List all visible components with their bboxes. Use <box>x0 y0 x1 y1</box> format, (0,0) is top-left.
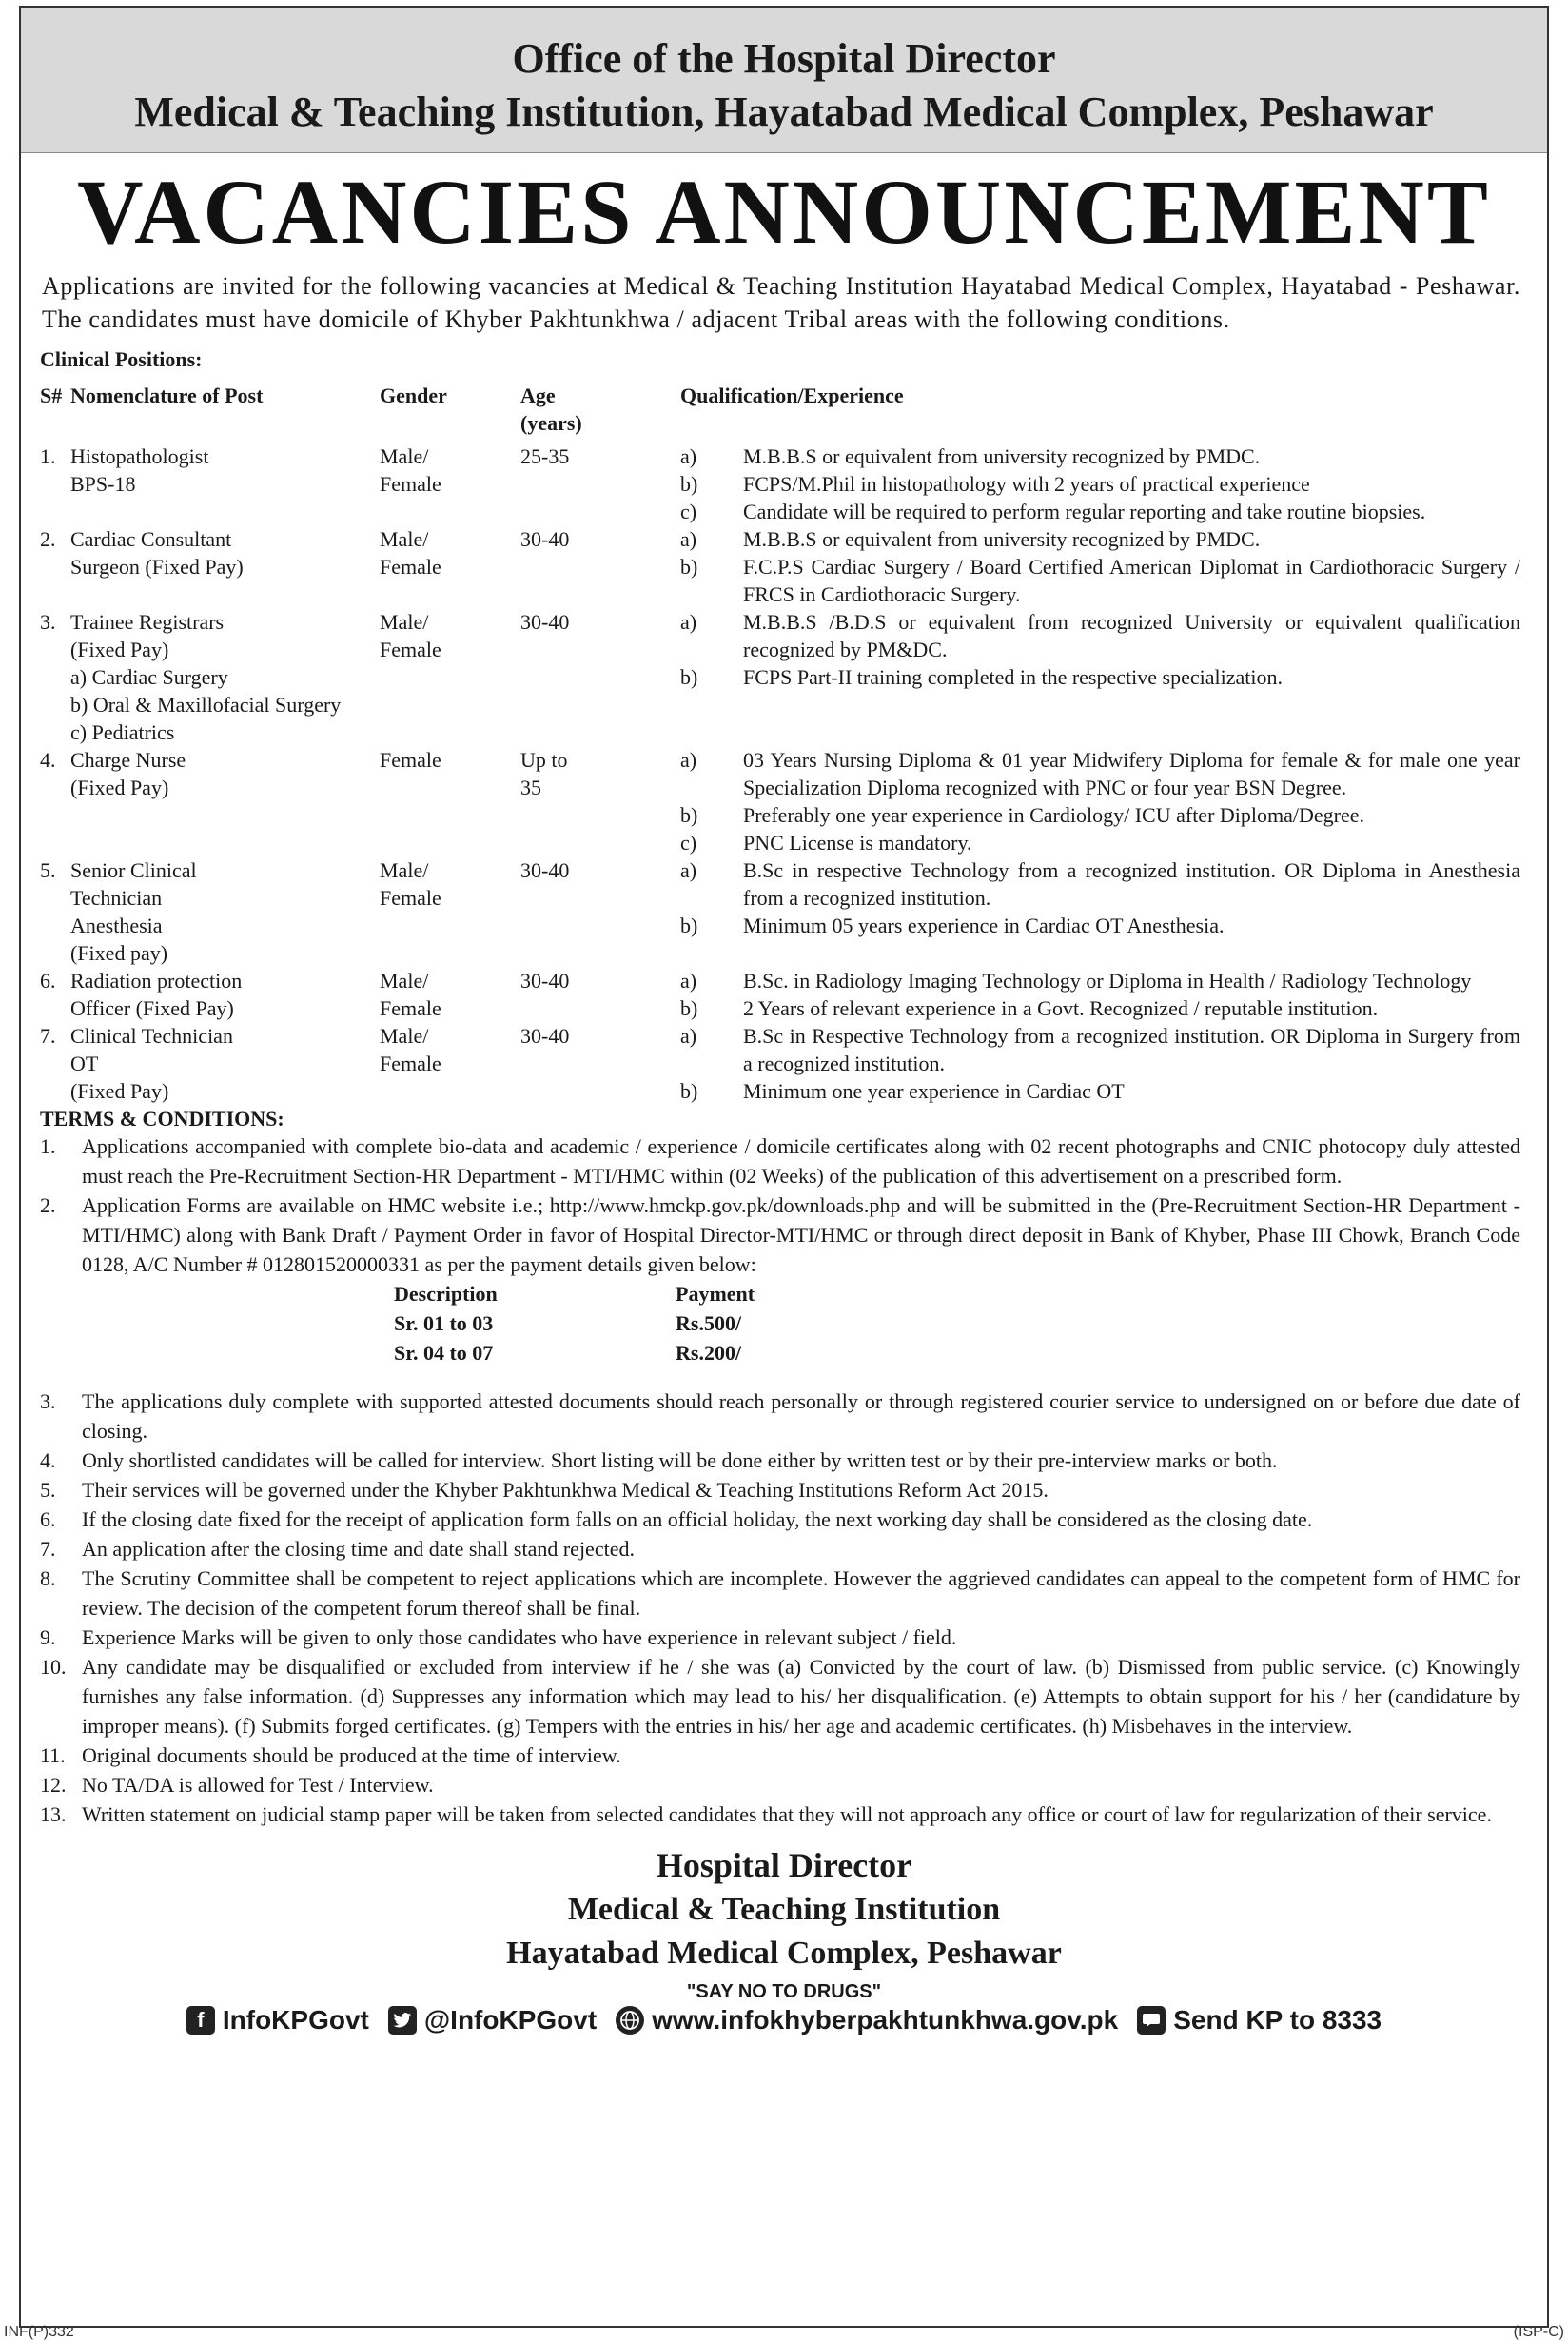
position-number: 7. <box>40 1024 56 1048</box>
positions-table-header <box>21 372 1547 443</box>
qualification-letter: b) <box>680 555 698 579</box>
term-text: Only shortlisted candidates will be called for interview. Short listing will be done either by written test or by their pre-interview marks or both. <box>82 1448 1278 1472</box>
term-text: Original documents should be produced at the time of interview. <box>82 1743 621 1767</box>
qualification-item <box>680 967 1520 994</box>
ad-code-left: INF(P)332 <box>4 2324 74 2340</box>
qualification-item <box>680 498 1520 525</box>
sms-text: Send KP to 8333 <box>1173 2005 1382 2035</box>
position-title-line: (Fixed Pay) <box>70 776 169 799</box>
term-number: 11. <box>40 1743 66 1767</box>
position-gender <box>380 1022 520 1105</box>
header-age-line1: Age <box>520 384 556 407</box>
position-age <box>520 967 680 1022</box>
position-row <box>21 525 1547 608</box>
ad-code-right: (ISP-C) <box>1513 2324 1564 2340</box>
term-text: The applications duly complete with supported attested documents should reach personally or through registered courier service to undersigned on or before due date of closing. <box>82 1389 1520 1443</box>
position-title-line: Charge Nurse <box>70 748 186 772</box>
header-sn: S# <box>40 384 63 407</box>
position-title-line: Histopathologist <box>70 444 209 468</box>
position-title-line: Technician <box>70 886 163 910</box>
intro-paragraph: Applications are invited for the following vacancies at Medical & Teaching Institution Hayatabad Medical Complex, Hayatabad - Peshawar. The candidates must have domicile of Khyber Pakhtunkhwa / adjacent Tribal areas with the following conditions. <box>42 272 1520 333</box>
website-link[interactable] <box>616 2005 1118 2036</box>
facebook-icon: f <box>186 2006 215 2035</box>
header-age <box>520 382 680 437</box>
qualification-text: Minimum 05 years experience in Cardiac OT Anesthesia. <box>743 914 1225 937</box>
header-post: Nomenclature of Post <box>70 384 264 407</box>
position-title-line: (Fixed pay) <box>70 941 168 965</box>
header-gender: Gender <box>380 384 447 407</box>
position-qualifications <box>680 443 1547 525</box>
qualification-text: PNC License is mandatory. <box>743 831 972 855</box>
payment-table <box>394 1279 1547 1367</box>
term-item <box>21 1623 1547 1652</box>
signature-block <box>21 1842 1547 1976</box>
position-number: 5. <box>40 858 56 882</box>
position-gender-line: Male/ <box>380 444 429 468</box>
position-title-line: Radiation protection <box>70 969 243 993</box>
signatory-institution: Medical & Teaching Institution <box>567 1892 1001 1927</box>
position-title <box>70 1022 380 1105</box>
payment-row-description: Sr. 01 to 03 <box>394 1311 494 1335</box>
qualification-item <box>680 443 1520 470</box>
position-title-line: Clinical Technician <box>70 1024 233 1048</box>
qualification-item <box>680 829 1520 856</box>
facebook-link[interactable] <box>186 2005 369 2036</box>
facebook-handle: InfoKPGovt <box>222 2005 369 2035</box>
position-age-line: 30-40 <box>520 527 570 551</box>
position-qualifications <box>680 967 1547 1022</box>
position-age-line: 30-40 <box>520 858 570 882</box>
term-number: 5. <box>40 1478 56 1502</box>
position-title-line: b) Oral & Maxillofacial Surgery <box>70 693 342 717</box>
term-text: Applications accompanied with complete bio-data and academic / experience / domicile certificates along with 02 recent photographs and CNIC photocopy duly attested must reach the Pre-Recruitment Section-HR Department - MTI/HMC within (02 Weeks) of the publication of this advertisement on a prescribed form. <box>82 1134 1520 1188</box>
payment-row-amount: Rs.200/ <box>676 1341 742 1365</box>
terms-title: TERMS & CONDITIONS: <box>40 1107 284 1131</box>
qualification-text: F.C.P.S Cardiac Surgery / Board Certified American Diplomat in Cardiothoracic Surgery / FRCS in Cardiothoracic Surgery. <box>743 555 1520 606</box>
qualification-text: FCPS/M.Phil in histopathology with 2 years of practical experience <box>743 472 1310 496</box>
signatory-title: Hospital Director <box>656 1846 912 1884</box>
position-age-line: 35 <box>520 776 541 799</box>
qualification-item <box>680 1022 1520 1077</box>
term-item <box>21 1564 1547 1623</box>
qualification-text: B.Sc in Respective Technology from a recognized institution. OR Diploma in Surgery from a recognized institution. <box>743 1024 1520 1075</box>
term-text: Their services will be governed under the Khyber Pakhtunkhwa Medical & Teaching Institutions Reform Act 2015. <box>82 1478 1049 1502</box>
position-title-line: BPS-18 <box>70 472 136 496</box>
term-text: Any candidate may be disqualified or excluded from interview if he / she was (a) Convicted by the court of law. (b) Dismissed from public service. (c) Knowingly furnishes any false information. (d) Suppresses any information which may lead to his/ her disqualification. (e) Attempts to obtain support for his / her (candidature by improper means). (f) Submits forged certificates. (g) Tempers with the entries in his/ her age and academic certificates. (h) Misbehaves in the interview. <box>82 1655 1520 1738</box>
position-age-line: 30-40 <box>520 969 570 993</box>
payment-row-amount: Rs.500/ <box>676 1311 742 1335</box>
position-age <box>520 525 680 608</box>
sms-link[interactable] <box>1137 2005 1382 2036</box>
position-gender <box>380 746 520 856</box>
position-title-line: (Fixed Pay) <box>70 1079 169 1103</box>
position-title <box>70 746 380 856</box>
term-text: If the closing date fixed for the receipt of application form falls on an official holiday, the next working day shall be considered as the closing date. <box>82 1507 1313 1531</box>
qualification-item <box>680 746 1520 801</box>
position-age-line: 30-40 <box>520 610 570 634</box>
position-title-line: Officer (Fixed Pay) <box>70 996 234 1020</box>
term-number: 4. <box>40 1448 56 1472</box>
position-gender <box>380 608 520 746</box>
social-bar <box>21 2005 1547 2036</box>
position-title-line: Senior Clinical <box>70 858 197 882</box>
term-text: Experience Marks will be given to only those candidates who have experience in relevant subject / field. <box>82 1625 957 1649</box>
position-title-line: Cardiac Consultant <box>70 527 232 551</box>
position-title-line: Anesthesia <box>70 914 163 937</box>
position-title-line: Surgeon (Fixed Pay) <box>70 555 244 579</box>
qualification-item <box>680 470 1520 498</box>
position-gender <box>380 967 520 1022</box>
position-age-line: 30-40 <box>520 1024 570 1048</box>
term-number: 1. <box>40 1134 56 1158</box>
qualification-text: FCPS Part-II training completed in the respective specialization. <box>743 665 1283 689</box>
qualification-letter: a) <box>680 969 697 993</box>
qualification-letter: b) <box>680 1079 698 1103</box>
position-gender-line: Male/ <box>380 610 429 634</box>
qualification-letter: b) <box>680 803 698 827</box>
twitter-handle: @InfoKPGovt <box>423 2005 598 2035</box>
term-number: 10. <box>40 1655 67 1679</box>
qualification-text: Preferably one year experience in Cardiology/ ICU after Diploma/Degree. <box>743 803 1365 827</box>
terms-list-part2 <box>21 1387 1547 1829</box>
position-number: 3. <box>40 610 56 634</box>
positions-table-body <box>21 443 1547 1105</box>
term-item <box>21 1770 1547 1800</box>
position-title <box>70 443 380 525</box>
position-age-line: 25-35 <box>520 444 570 468</box>
qualification-text: 03 Years Nursing Diploma & 01 year Midwifery Diploma for female & for male one year Specialization Diploma recognized with PNC or four year BSN Degree. <box>743 748 1520 799</box>
payment-table-header <box>394 1279 1547 1308</box>
position-title <box>70 608 380 746</box>
qualification-item <box>680 525 1520 553</box>
position-qualifications <box>680 608 1547 746</box>
position-gender <box>380 856 520 967</box>
term-text: Application Forms are available on HMC website i.e.; http://www.hmckp.gov.pk/downloads.php and will be submitted in the (Pre-Recruitment Section-HR Department - MTI/HMC) along with Bank Draft / Payment Order in favor of Hospital Director-MTI/HMC or through direct deposit in Bank of Khyber, Phase III Chowk, Branch Code 0128, A/C Number # 012801520000331 as per the payment details given below: <box>82 1193 1520 1276</box>
term-item <box>21 1741 1547 1770</box>
term-item <box>21 1131 1547 1190</box>
qualification-letter: a) <box>680 748 697 772</box>
term-number: 12. <box>40 1773 67 1797</box>
qualification-text: Candidate will be required to perform regular reporting and take routine biopsies. <box>743 500 1426 523</box>
position-title <box>70 856 380 967</box>
term-number: 6. <box>40 1507 56 1531</box>
anti-drug-slogan: "SAY NO TO DRUGS" <box>686 1981 882 2002</box>
position-gender-line: Female <box>380 886 441 910</box>
twitter-link[interactable] <box>388 2005 597 2036</box>
position-age <box>520 443 680 525</box>
position-qualifications <box>680 525 1547 608</box>
qualification-text: B.Sc. in Radiology Imaging Technology or Diploma in Health / Radiology Technology <box>743 969 1472 993</box>
twitter-icon <box>388 2006 417 2035</box>
qualification-item <box>680 663 1520 691</box>
header-qualification: Qualification/Experience <box>680 384 904 407</box>
office-title: Office of the Hospital Director <box>512 35 1056 82</box>
position-number: 2. <box>40 527 56 551</box>
term-text: No TA/DA is allowed for Test / Interview. <box>82 1773 434 1797</box>
position-age <box>520 856 680 967</box>
institution-title: Medical & Teaching Institution, Hayatabad Medical Complex, Peshawar <box>134 89 1434 135</box>
position-gender-line: Male/ <box>380 1024 429 1048</box>
qualification-letter: c) <box>680 500 697 523</box>
term-text: Written statement on judicial stamp paper will be taken from selected candidates that they will not approach any office or court of law for regularization of their service. <box>82 1802 1492 1826</box>
terms-list-part1 <box>21 1131 1547 1279</box>
position-age <box>520 608 680 746</box>
term-number: 2. <box>40 1193 56 1217</box>
position-row <box>21 1022 1547 1105</box>
term-item <box>21 1505 1547 1534</box>
payment-row <box>394 1338 1547 1367</box>
position-title <box>70 525 380 608</box>
position-qualifications <box>680 1022 1547 1105</box>
globe-icon <box>616 2006 644 2035</box>
qualification-item <box>680 608 1520 663</box>
qualification-item <box>680 994 1520 1022</box>
position-row <box>21 608 1547 746</box>
term-number: 9. <box>40 1625 56 1649</box>
qualification-letter: a) <box>680 527 697 551</box>
payment-row-description: Sr. 04 to 07 <box>394 1341 494 1365</box>
position-gender-line: Male/ <box>380 858 429 882</box>
term-number: 3. <box>40 1389 56 1413</box>
position-gender-line: Female <box>380 748 441 772</box>
advertisement-page <box>19 6 1549 2328</box>
position-gender-line: Female <box>380 555 441 579</box>
position-gender <box>380 443 520 525</box>
qualification-text: M.B.B.S or equivalent from university recognized by PMDC. <box>743 527 1261 551</box>
position-title-line: (Fixed Pay) <box>70 638 169 661</box>
qualification-letter: a) <box>680 858 697 882</box>
term-item <box>21 1652 1547 1741</box>
position-gender-line: Female <box>380 996 441 1020</box>
website-url: www.infokhyberpakhtunkhwa.gov.pk <box>652 2005 1119 2035</box>
signatory-complex: Hayatabad Medical Complex, Peshawar <box>506 1936 1062 1971</box>
position-title-line: OT <box>70 1052 99 1075</box>
qualification-letter: b) <box>680 996 698 1020</box>
position-number: 6. <box>40 969 56 993</box>
qualification-text: M.B.B.S or equivalent from university recognized by PMDC. <box>743 444 1261 468</box>
position-row <box>21 746 1547 856</box>
header-age-line2: (years) <box>520 411 582 435</box>
position-title-line: a) Cardiac Surgery <box>70 665 228 689</box>
position-gender-line: Male/ <box>380 969 429 993</box>
qualification-text: B.Sc in respective Technology from a recognized institution. OR Diploma in Anesthesia from a recognized institution. <box>743 858 1520 910</box>
term-text: The Scrutiny Committee shall be competent to reject applications which are incomplete. However the aggrieved candidates can appeal to the competent form of HMC for review. The decision of the competent forum thereof shall be final. <box>82 1566 1520 1620</box>
qualification-item <box>680 1077 1520 1105</box>
position-gender-line: Female <box>380 638 441 661</box>
payment-header-payment: Payment <box>676 1282 755 1306</box>
position-row <box>21 967 1547 1022</box>
position-age <box>520 1022 680 1105</box>
qualification-item <box>680 553 1520 608</box>
vacancies-banner: VACANCIES ANNOUNCEMENT <box>77 161 1491 263</box>
term-text: An application after the closing time and date shall stand rejected. <box>82 1537 635 1561</box>
qualification-letter: c) <box>680 831 697 855</box>
term-item <box>21 1800 1547 1829</box>
qualification-item <box>680 856 1520 912</box>
payment-row <box>394 1308 1547 1338</box>
qualification-letter: b) <box>680 914 698 937</box>
term-number: 8. <box>40 1566 56 1590</box>
position-age <box>520 746 680 856</box>
qualification-text: 2 Years of relevant experience in a Govt. Recognized / reputable institution. <box>743 996 1379 1020</box>
term-item <box>21 1387 1547 1446</box>
position-row <box>21 856 1547 967</box>
term-item <box>21 1190 1547 1279</box>
header <box>21 8 1547 153</box>
qualification-item <box>680 801 1520 829</box>
clinical-positions-title: Clinical Positions: <box>40 347 203 371</box>
position-qualifications <box>680 746 1547 856</box>
position-title-line: c) Pediatrics <box>70 720 175 744</box>
qualification-letter: b) <box>680 665 698 689</box>
position-age-line: Up to <box>520 748 568 772</box>
qualification-letter: a) <box>680 1024 697 1048</box>
payment-header-description: Description <box>394 1282 498 1306</box>
qualification-text: M.B.B.S /B.D.S or equivalent from recognized University or equivalent qualification recognized by PM&DC. <box>743 610 1520 661</box>
term-number: 13. <box>40 1802 67 1826</box>
position-gender-line: Female <box>380 1052 441 1075</box>
qualification-letter: a) <box>680 444 697 468</box>
position-number: 4. <box>40 748 56 772</box>
sms-icon <box>1137 2006 1166 2035</box>
position-gender <box>380 525 520 608</box>
term-item <box>21 1446 1547 1475</box>
position-row <box>21 443 1547 525</box>
position-number: 1. <box>40 444 56 468</box>
position-gender-line: Female <box>380 472 441 496</box>
position-qualifications <box>680 856 1547 967</box>
qualification-letter: b) <box>680 472 698 496</box>
term-item <box>21 1534 1547 1564</box>
position-title <box>70 967 380 1022</box>
term-item <box>21 1475 1547 1505</box>
qualification-item <box>680 912 1520 939</box>
term-number: 7. <box>40 1537 56 1561</box>
position-gender-line: Male/ <box>380 527 429 551</box>
qualification-letter: a) <box>680 610 697 634</box>
qualification-text: Minimum one year experience in Cardiac OT <box>743 1079 1125 1103</box>
position-title-line: Trainee Registrars <box>70 610 225 634</box>
